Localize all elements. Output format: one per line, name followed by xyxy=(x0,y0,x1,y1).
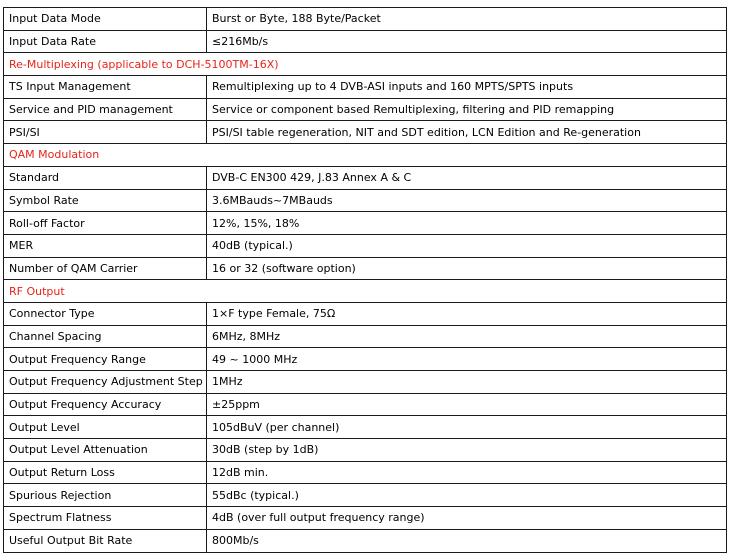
spec-row xyxy=(4,257,727,280)
spec-label: Useful Output Bit Rate xyxy=(4,529,207,552)
spec-row xyxy=(4,234,727,257)
spec-label: Connector Type xyxy=(4,302,207,325)
section-header-row xyxy=(4,280,727,303)
spec-row xyxy=(4,348,727,371)
spec-value: 55dBc (typical.) xyxy=(207,484,727,507)
spec-label: PSI/SI xyxy=(4,121,207,144)
spec-value: 800Mb/s xyxy=(207,529,727,552)
section-header-row xyxy=(4,53,727,76)
spec-row xyxy=(4,325,727,348)
spec-row xyxy=(4,529,727,552)
spec-row xyxy=(4,439,727,462)
spec-value: 12%, 15%, 18% xyxy=(207,212,727,235)
spec-label: Spectrum Flatness xyxy=(4,507,207,530)
spec-label: MER xyxy=(4,234,207,257)
spec-row xyxy=(4,98,727,121)
spec-label: TS Input Management xyxy=(4,76,207,99)
spec-label: Output Frequency Range xyxy=(4,348,207,371)
section-header-row xyxy=(4,144,727,167)
spec-label: Symbol Rate xyxy=(4,189,207,212)
spec-row xyxy=(4,371,727,394)
spec-value: ≤216Mb/s xyxy=(207,30,727,53)
section-title: Re-Multiplexing (applicable to DCH-5100TM-16X) xyxy=(4,53,727,76)
spec-value: 1×F type Female, 75Ω xyxy=(207,302,727,325)
spec-label: Input Data Mode xyxy=(4,8,207,31)
spec-value: 6MHz, 8MHz xyxy=(207,325,727,348)
spec-value: 30dB (step by 1dB) xyxy=(207,439,727,462)
spec-value: Service or component based Remultiplexing, filtering and PID remapping xyxy=(207,98,727,121)
spec-label: Output Return Loss xyxy=(4,461,207,484)
spec-row xyxy=(4,121,727,144)
spec-row xyxy=(4,416,727,439)
spec-value: 12dB min. xyxy=(207,461,727,484)
spec-row xyxy=(4,189,727,212)
spec-value: 105dBuV (per channel) xyxy=(207,416,727,439)
spec-label: Roll-off Factor xyxy=(4,212,207,235)
spec-value: 49 ~ 1000 MHz xyxy=(207,348,727,371)
spec-label: Service and PID management xyxy=(4,98,207,121)
spec-value: 3.6MBauds~7MBauds xyxy=(207,189,727,212)
section-title: RF Output xyxy=(4,280,727,303)
spec-label: Input Data Rate xyxy=(4,30,207,53)
spec-table xyxy=(3,7,727,553)
spec-row xyxy=(4,302,727,325)
spec-value: ±25ppm xyxy=(207,393,727,416)
spec-value: 4dB (over full output frequency range) xyxy=(207,507,727,530)
spec-value: Burst or Byte, 188 Byte/Packet xyxy=(207,8,727,31)
spec-label: Spurious Rejection xyxy=(4,484,207,507)
spec-row xyxy=(4,8,727,31)
spec-label: Output Frequency Accuracy xyxy=(4,393,207,416)
spec-value: Remultiplexing up to 4 DVB-ASI inputs and 160 MPTS/SPTS inputs xyxy=(207,76,727,99)
spec-label: Standard xyxy=(4,166,207,189)
spec-value: DVB-C EN300 429, J.83 Annex A & C xyxy=(207,166,727,189)
spec-row xyxy=(4,484,727,507)
spec-value: 1MHz xyxy=(207,371,727,394)
spec-label: Output Level xyxy=(4,416,207,439)
spec-label: Number of QAM Carrier xyxy=(4,257,207,280)
spec-label: Channel Spacing xyxy=(4,325,207,348)
spec-row xyxy=(4,507,727,530)
spec-table-body xyxy=(4,8,727,553)
spec-value: 40dB (typical.) xyxy=(207,234,727,257)
spec-value: 16 or 32 (software option) xyxy=(207,257,727,280)
spec-value: PSI/SI table regeneration, NIT and SDT edition, LCN Edition and Re-generation xyxy=(207,121,727,144)
spec-row xyxy=(4,461,727,484)
section-title: QAM Modulation xyxy=(4,144,727,167)
spec-label: Output Level Attenuation xyxy=(4,439,207,462)
spec-label: Output Frequency Adjustment Step xyxy=(4,371,207,394)
spec-row xyxy=(4,166,727,189)
spec-row xyxy=(4,76,727,99)
spec-row xyxy=(4,30,727,53)
spec-row xyxy=(4,212,727,235)
spec-row xyxy=(4,393,727,416)
